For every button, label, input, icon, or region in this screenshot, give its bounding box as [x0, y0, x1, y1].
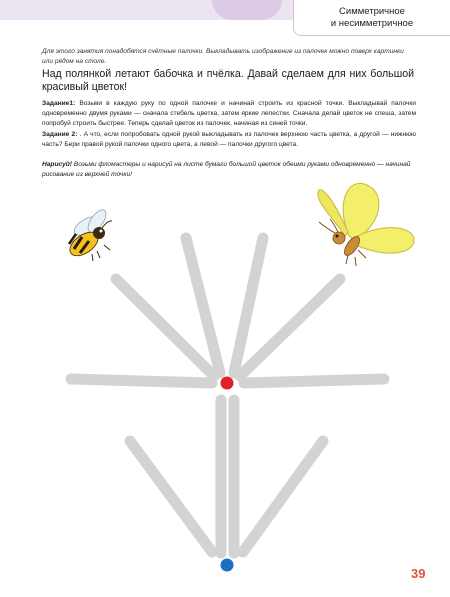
butterfly-icon	[318, 183, 414, 266]
section-title-line2: и несимметричное	[330, 18, 414, 29]
red-start-dot	[221, 377, 234, 390]
counting-sticks	[71, 238, 384, 553]
section-title-line1: Симметричное	[339, 6, 405, 17]
stick-upper-6	[244, 379, 384, 383]
stick-lower-1	[130, 441, 212, 552]
bee-icon	[66, 207, 112, 261]
stick-upper-5	[71, 379, 212, 383]
draw-text: Возьми фломастеры и нарисуй на листе бумаги большой цветок обеими руками одновременно — начинай рисование из верхней точки!	[42, 161, 411, 178]
draw-label: Нарисуй!	[42, 161, 72, 168]
stick-lower-2	[243, 441, 323, 552]
task1-text: Возьми в каждую руку по одной палочке и начинай строить из красной точки. Выкладывай палочки одновременно двумя руками — сначала стебель цветка, затем яркие лепестки. Сначала делай цветок не спеша, затем попробуй строить быстрее. Теперь сделай цветок из палочек, начиная из синей точки.	[42, 100, 416, 127]
intro-text: Для этого занятия понадобятся счётные палочки. Выкладывать изображение из палочек можно поверх картинки или рядом на столе.	[42, 48, 404, 65]
task2-text: . А что, если попробовать одной рукой выкладывать из палочек верхнюю часть цветка, а другой — нижнюю часть? Бери правой рукой палочки одного цвета, а левой — палочки другого цвета.	[42, 131, 416, 148]
task2-label: Задание 2:	[42, 131, 78, 138]
task1-label: Задание1:	[42, 100, 76, 107]
headline-text: Над полянкой летают бабочка и пчёлка. Давай сделаем для них большой красивый цветок!	[42, 68, 414, 93]
page-number: 39	[411, 566, 426, 581]
blue-start-dot	[221, 559, 234, 572]
